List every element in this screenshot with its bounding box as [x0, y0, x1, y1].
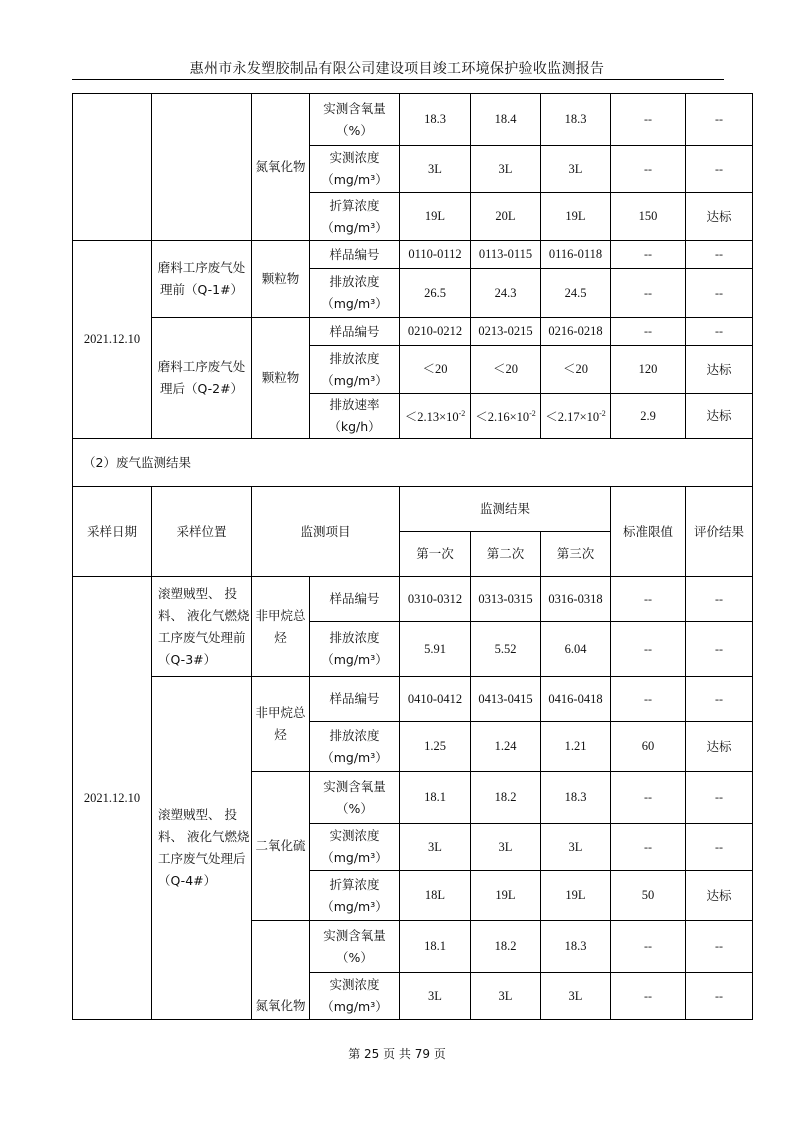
limit-cell: --: [611, 577, 686, 622]
value-cell: 18.2: [471, 921, 541, 973]
page-number: 第 25 页 共 79 页: [348, 1047, 446, 1061]
value-cell: 19L: [541, 871, 611, 921]
value-cell: 3L: [471, 146, 541, 193]
value-cell: 3L: [541, 824, 611, 871]
value-cell: 1.21: [541, 722, 611, 772]
value-cell: 0416-0418: [541, 677, 611, 722]
header-item: 监测项目: [252, 487, 400, 577]
value-cell: ＜20: [400, 346, 471, 394]
value-cell: 5.52: [471, 622, 541, 677]
item-nmhc: 非甲烷总烃: [252, 677, 310, 772]
value-cell: 26.5: [400, 269, 471, 318]
limit-cell: 50: [611, 871, 686, 921]
value-cell: 3L: [400, 973, 471, 1020]
eval-cell: --: [686, 772, 753, 824]
limit-cell: --: [611, 241, 686, 269]
item-nox: 氮氧化物: [252, 94, 310, 241]
param-emission-conc: 排放浓度（mg/m³）: [310, 269, 400, 318]
value-cell: 3L: [471, 824, 541, 871]
rate-base: ＜2.16×10: [475, 410, 530, 425]
value-cell: 24.5: [541, 269, 611, 318]
eval-cell: --: [686, 921, 753, 973]
header-location: 采样位置: [152, 487, 252, 577]
value-cell: [471, 394, 541, 439]
param-sample-no: 样品编号: [310, 577, 400, 622]
item-particulate: 颗粒物: [252, 318, 310, 439]
value-cell: 3L: [541, 973, 611, 1020]
eval-cell: --: [686, 577, 753, 622]
limit-cell: --: [611, 318, 686, 346]
limit-cell: --: [611, 677, 686, 722]
value-cell: 18.4: [471, 94, 541, 146]
value-cell: 0113-0115: [471, 241, 541, 269]
param-sample-no: 样品编号: [310, 318, 400, 346]
value-cell: 0216-0218: [541, 318, 611, 346]
rate-base: ＜2.13×10: [404, 410, 459, 425]
value-cell: 0210-0212: [400, 318, 471, 346]
value-cell: 24.3: [471, 269, 541, 318]
eval-cell: --: [686, 318, 753, 346]
header-eval: 评价结果: [686, 487, 753, 577]
value-cell: 0410-0412: [400, 677, 471, 722]
value-cell: 18.3: [541, 772, 611, 824]
rate-base: ＜2.17×10: [545, 410, 600, 425]
header-first: 第一次: [400, 532, 471, 577]
value-cell: 3L: [400, 146, 471, 193]
value-cell: 18.1: [400, 772, 471, 824]
value-cell: 3L: [471, 973, 541, 1020]
param-emission-conc: 排放浓度（mg/m³）: [310, 622, 400, 677]
value-cell: ＜20: [471, 346, 541, 394]
param-o2: 实测含氧量（%）: [310, 921, 400, 973]
header-divider: [72, 79, 724, 80]
section-title: （2）废气监测结果: [73, 439, 753, 487]
limit-cell: --: [611, 622, 686, 677]
rate-exponent: -2: [529, 409, 536, 419]
value-cell: 18L: [400, 871, 471, 921]
value-cell: 19L: [541, 193, 611, 241]
param-measured: 实测浓度（mg/m³）: [310, 973, 400, 1020]
item-so2: 二氧化硫: [252, 772, 310, 921]
eval-cell: 达标: [686, 346, 753, 394]
item-nox: 氮氧化物: [252, 921, 310, 1020]
value-cell: 0310-0312: [400, 577, 471, 622]
limit-cell: 150: [611, 193, 686, 241]
location-cell-empty: [152, 94, 252, 241]
location-q2: 磨料工序废气处理后（Q-2#）: [152, 318, 252, 439]
emission-monitoring-table: [72, 93, 753, 1020]
eval-cell: 达标: [686, 394, 753, 439]
limit-cell: --: [611, 269, 686, 318]
value-cell: [541, 394, 611, 439]
param-converted: 折算浓度（mg/m³）: [310, 871, 400, 921]
limit-cell: --: [611, 973, 686, 1020]
limit-cell: --: [611, 146, 686, 193]
value-cell: 3L: [541, 146, 611, 193]
eval-cell: --: [686, 622, 753, 677]
value-cell: 18.2: [471, 772, 541, 824]
value-cell: 18.3: [400, 94, 471, 146]
value-cell: 3L: [400, 824, 471, 871]
eval-cell: --: [686, 94, 753, 146]
param-measured: 实测浓度（mg/m³）: [310, 146, 400, 193]
location-q4: 滚塑贼型、 投料、 液化气燃烧工序废气处理后（Q-4#）: [152, 677, 252, 1020]
eval-cell: --: [686, 146, 753, 193]
value-cell: 0110-0112: [400, 241, 471, 269]
limit-cell: --: [611, 824, 686, 871]
value-cell: 5.91: [400, 622, 471, 677]
report-header-title: 惠州市永发塑胶制品有限公司建设项目竣工环境保护验收监测报告: [189, 61, 605, 77]
limit-cell: 120: [611, 346, 686, 394]
value-cell: 0213-0215: [471, 318, 541, 346]
value-cell: 19L: [471, 871, 541, 921]
location-q1: 磨料工序废气处理前（Q-1#）: [152, 241, 252, 318]
limit-cell: --: [611, 772, 686, 824]
item-nmhc: 非甲烷总烃: [252, 577, 310, 677]
param-emission-conc: 排放浓度（mg/m³）: [310, 722, 400, 772]
eval-cell: --: [686, 677, 753, 722]
param-converted: 折算浓度（mg/m³）: [310, 193, 400, 241]
value-cell: 6.04: [541, 622, 611, 677]
value-cell: 19L: [400, 193, 471, 241]
limit-cell: 2.9: [611, 394, 686, 439]
header-date: 采样日期: [73, 487, 152, 577]
eval-cell: 达标: [686, 722, 753, 772]
limit-cell: --: [611, 94, 686, 146]
header-result: 监测结果: [400, 487, 611, 532]
value-cell: [400, 394, 471, 439]
value-cell: 18.3: [541, 921, 611, 973]
param-sample-no: 样品编号: [310, 241, 400, 269]
value-cell: 0116-0118: [541, 241, 611, 269]
param-measured: 实测浓度（mg/m³）: [310, 824, 400, 871]
header-second: 第二次: [471, 532, 541, 577]
value-cell: 0316-0318: [541, 577, 611, 622]
sampling-date: 2021.12.10: [73, 577, 152, 1020]
eval-cell: 达标: [686, 871, 753, 921]
value-cell: 0313-0315: [471, 577, 541, 622]
value-cell: ＜20: [541, 346, 611, 394]
value-cell: 18.3: [541, 94, 611, 146]
value-cell: 18.1: [400, 921, 471, 973]
value-cell: 20L: [471, 193, 541, 241]
value-cell: 1.24: [471, 722, 541, 772]
rate-exponent: -2: [599, 409, 606, 419]
value-cell: 0413-0415: [471, 677, 541, 722]
rate-exponent: -2: [458, 409, 466, 419]
param-o2: 实测含氧量（%）: [310, 772, 400, 824]
eval-cell: --: [686, 973, 753, 1020]
eval-cell: --: [686, 269, 753, 318]
location-q3: 滚塑贼型、 投料、 液化气燃烧工序废气处理前（Q-3#）: [152, 577, 252, 677]
param-emission-rate: 排放速率（kg/h）: [310, 394, 400, 439]
sampling-date: 2021.12.10: [73, 241, 152, 439]
header-third: 第三次: [541, 532, 611, 577]
limit-cell: --: [611, 921, 686, 973]
param-emission-conc: 排放浓度（mg/m³）: [310, 346, 400, 394]
param-o2: 实测含氧量（%）: [310, 94, 400, 146]
limit-cell: 60: [611, 722, 686, 772]
eval-cell: --: [686, 241, 753, 269]
eval-cell: 达标: [686, 193, 753, 241]
value-cell: 1.25: [400, 722, 471, 772]
eval-cell: --: [686, 824, 753, 871]
param-sample-no: 样品编号: [310, 677, 400, 722]
header-limit: 标准限值: [611, 487, 686, 577]
item-particulate: 颗粒物: [252, 241, 310, 318]
date-cell-empty: [73, 94, 152, 241]
